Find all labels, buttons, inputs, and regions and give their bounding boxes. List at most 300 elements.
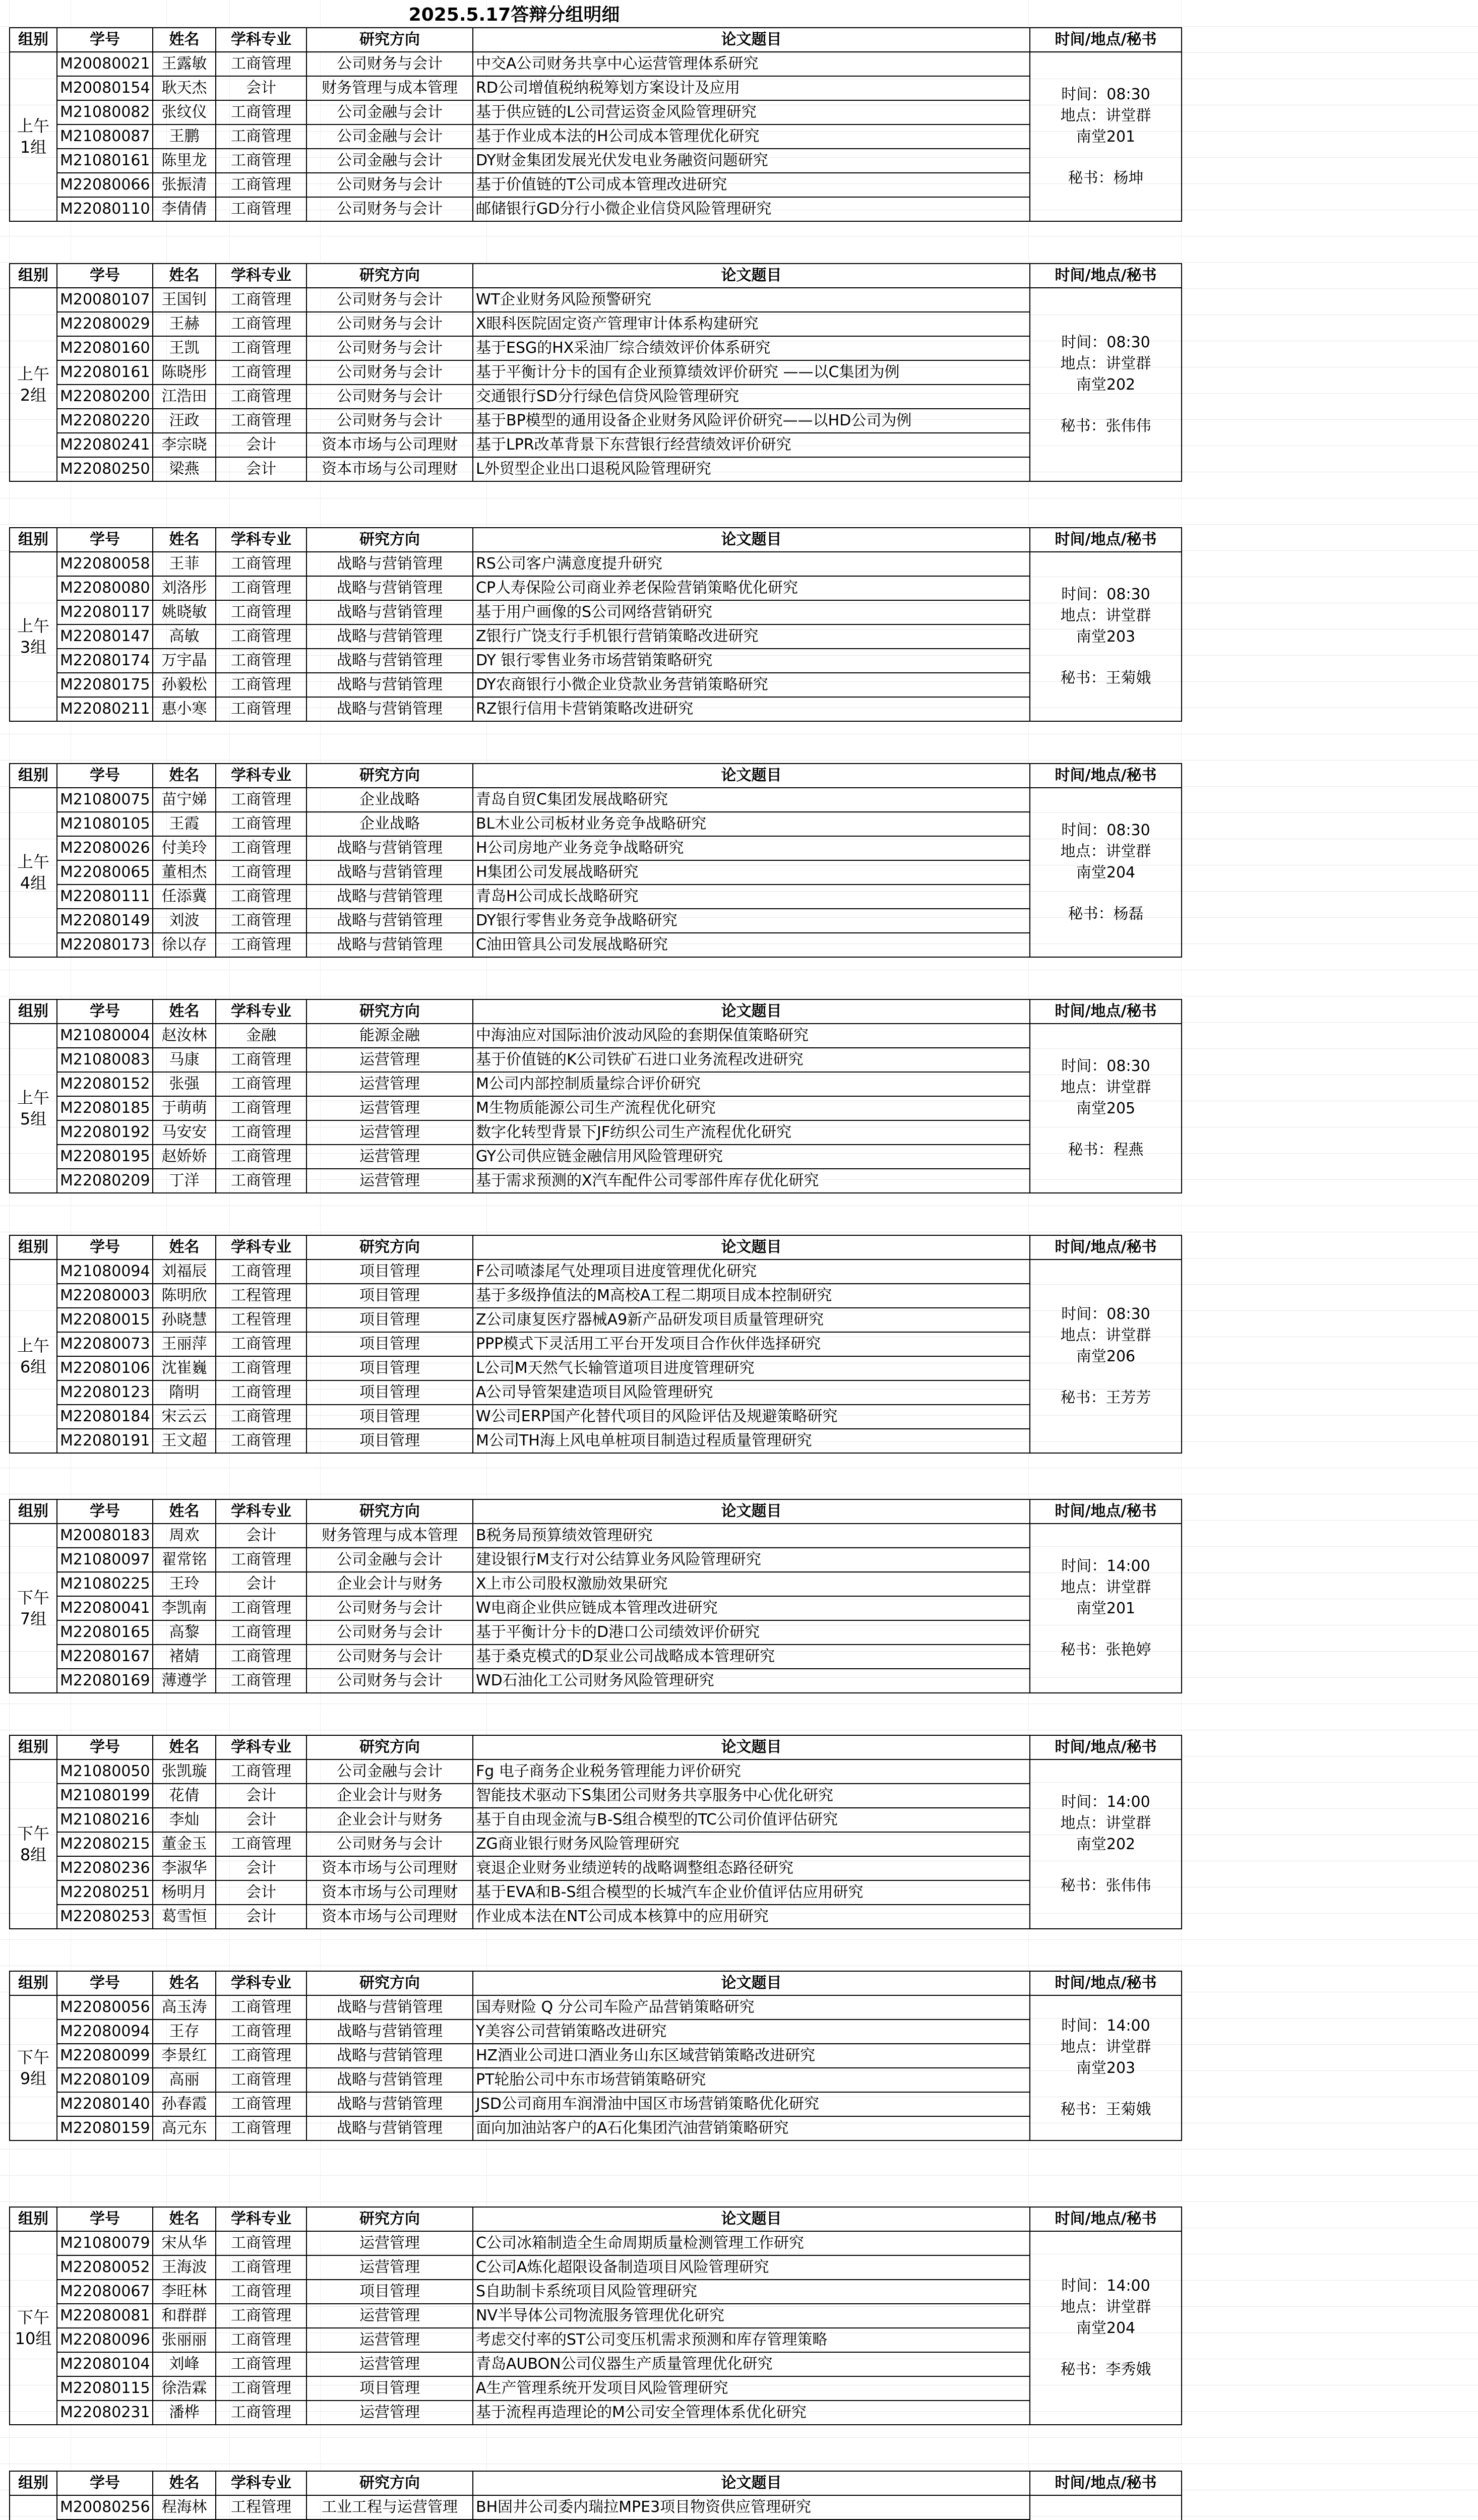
column-header: 姓名 xyxy=(153,28,216,52)
sheet-gridline xyxy=(0,760,1478,761)
schedule-info xyxy=(1030,2231,1182,2425)
time: 时间：08:30 xyxy=(1061,86,1150,103)
header-row xyxy=(10,2471,1182,2495)
sheet-gridline xyxy=(0,2437,1478,2438)
cell-student-id: M21080094 xyxy=(57,1259,153,1284)
table-row xyxy=(10,1880,1182,1905)
cell-name: 江浩田 xyxy=(153,385,216,409)
cell-major: 工商管理 xyxy=(216,1120,306,1145)
cell-thesis: 基于价值链的T公司成本管理改进研究 xyxy=(473,173,1030,197)
cell-major: 工商管理 xyxy=(216,2068,306,2092)
cell-major: 工程管理 xyxy=(216,2495,306,2519)
cell-major: 工商管理 xyxy=(216,788,306,812)
cell-name: 王存 xyxy=(153,2020,216,2044)
column-header: 时间/地点/秘书 xyxy=(1030,28,1182,52)
cell-direction: 项目管理 xyxy=(306,1405,473,1429)
cell-direction: 项目管理 xyxy=(306,1356,473,1380)
cell-direction: 战略与营销管理 xyxy=(306,673,473,697)
column-header: 时间/地点/秘书 xyxy=(1030,1235,1182,1259)
cell-direction: 战略与营销管理 xyxy=(306,933,473,957)
column-header: 组别 xyxy=(10,1971,57,1995)
table-row xyxy=(10,52,1182,76)
cell-thesis: 基于BP模型的通用设备企业财务风险评价研究——以HD公司为例 xyxy=(473,409,1030,433)
cell-student-id: M22080056 xyxy=(57,1995,153,2020)
column-header: 研究方向 xyxy=(306,764,473,788)
schedule-info xyxy=(1030,788,1182,957)
cell-name: 沈崔巍 xyxy=(153,1356,216,1380)
cell-thesis: 青岛H公司成长战略研究 xyxy=(473,885,1030,909)
place-1: 地点：讲堂群 xyxy=(1060,1079,1151,1096)
cell-name: 马康 xyxy=(153,1048,216,1072)
cell-student-id: M21080216 xyxy=(57,1808,153,1832)
cell-student-id: M22080104 xyxy=(57,2352,153,2376)
group-name: 上午 6组 xyxy=(10,1259,57,1453)
place-2: 南堂202 xyxy=(1076,1836,1136,1853)
cell-name: 王文超 xyxy=(153,1429,216,1453)
cell-thesis: DY 银行零售业务市场营销策略研究 xyxy=(473,649,1030,673)
table-row xyxy=(10,2328,1182,2352)
group-table xyxy=(9,527,1182,722)
cell-direction: 战略与营销管理 xyxy=(306,2020,473,2044)
cell-major: 工商管理 xyxy=(216,2116,306,2140)
cell-direction: 运营管理 xyxy=(306,2352,473,2376)
cell-thesis: H集团公司发展战略研究 xyxy=(473,860,1030,885)
time: 时间：08:30 xyxy=(1061,334,1150,351)
spacer xyxy=(1033,648,1179,668)
sheet-gridline xyxy=(0,26,1478,27)
column-header: 论文题目 xyxy=(473,28,1030,52)
cell-student-id: M22080041 xyxy=(57,1596,153,1620)
column-header: 研究方向 xyxy=(306,1235,473,1259)
table-row xyxy=(10,1645,1182,1669)
secretary: 秘书：王菊娥 xyxy=(1060,669,1151,687)
cell-name: 程海林 xyxy=(153,2495,216,2519)
column-header: 研究方向 xyxy=(306,28,473,52)
cell-student-id: M20080183 xyxy=(57,1524,153,1548)
column-header: 学号 xyxy=(57,2207,153,2231)
cell-name: 褚婧 xyxy=(153,1645,216,1669)
group-name: 上午 2组 xyxy=(10,288,57,481)
cell-thesis: C油田管具公司发展战略研究 xyxy=(473,933,1030,957)
cell-major: 会计 xyxy=(216,1784,306,1808)
group-name: 下午 10组 xyxy=(10,2231,57,2425)
group-name xyxy=(10,2495,57,2520)
cell-thesis: 青岛自贸C集团发展战略研究 xyxy=(473,788,1030,812)
group-table xyxy=(9,1735,1182,1929)
cell-direction: 战略与营销管理 xyxy=(306,600,473,624)
group-table xyxy=(9,1971,1182,2141)
cell-thesis: B税务局预算绩效管理研究 xyxy=(473,1524,1030,1548)
table-row xyxy=(10,697,1182,721)
cell-name: 李凯南 xyxy=(153,1596,216,1620)
header-row xyxy=(10,528,1182,552)
cell-major: 工商管理 xyxy=(216,385,306,409)
cell-direction: 战略与营销管理 xyxy=(306,697,473,721)
cell-major: 会计 xyxy=(216,433,306,457)
cell-name: 惠小寒 xyxy=(153,697,216,721)
cell-student-id: M22080161 xyxy=(57,360,153,385)
table-row xyxy=(10,1259,1182,1284)
cell-student-id: M21080087 xyxy=(57,124,153,149)
column-header: 学科专业 xyxy=(216,764,306,788)
table-row xyxy=(10,1832,1182,1856)
cell-name: 张强 xyxy=(153,1072,216,1096)
cell-name: 葛雪恒 xyxy=(153,1905,216,1929)
cell-direction: 工业工程与运营管理 xyxy=(306,2495,473,2519)
cell-major: 工商管理 xyxy=(216,885,306,909)
cell-student-id: M22080117 xyxy=(57,600,153,624)
cell-major: 工商管理 xyxy=(216,1669,306,1693)
cell-student-id: M22080185 xyxy=(57,1096,153,1120)
table-row xyxy=(10,2116,1182,2140)
cell-name: 孙毅松 xyxy=(153,673,216,697)
group-table xyxy=(9,999,1182,1193)
cell-major: 工商管理 xyxy=(216,649,306,673)
cell-name: 陈明欣 xyxy=(153,1284,216,1308)
table-row xyxy=(10,1808,1182,1832)
cell-thesis: H公司房地产业务竞争战略研究 xyxy=(473,836,1030,860)
table-row xyxy=(10,1356,1182,1380)
column-header: 时间/地点/秘书 xyxy=(1030,528,1182,552)
cell-thesis: X眼科医院固定资产管理审计体系构建研究 xyxy=(473,312,1030,336)
group-table xyxy=(9,1235,1182,1454)
cell-name: 任添冀 xyxy=(153,885,216,909)
column-header: 姓名 xyxy=(153,1235,216,1259)
cell-direction: 战略与营销管理 xyxy=(306,909,473,933)
cell-direction: 战略与营销管理 xyxy=(306,552,473,576)
header-row xyxy=(10,764,1182,788)
secretary: 秘书：李秀娥 xyxy=(1060,2361,1151,2378)
cell-direction: 战略与营销管理 xyxy=(306,649,473,673)
place-1: 地点：讲堂群 xyxy=(1060,355,1151,372)
place-2: 南堂204 xyxy=(1076,2319,1136,2337)
secretary: 秘书：张艳婷 xyxy=(1060,1641,1151,1659)
cell-student-id: M22080115 xyxy=(57,2376,153,2401)
cell-thesis: Fg 电子商务企业税务管理能力评价研究 xyxy=(473,1759,1030,1784)
cell-direction: 资本市场与公司理财 xyxy=(306,457,473,481)
cell-student-id: M21080097 xyxy=(57,1548,153,1572)
cell-name: 张丽丽 xyxy=(153,2328,216,2352)
cell-direction: 项目管理 xyxy=(306,1429,473,1453)
cell-major: 工商管理 xyxy=(216,576,306,600)
cell-major: 工商管理 xyxy=(216,2352,306,2376)
column-header: 学科专业 xyxy=(216,528,306,552)
cell-student-id: M22080209 xyxy=(57,1169,153,1193)
cell-major: 工商管理 xyxy=(216,1995,306,2020)
cell-major: 工商管理 xyxy=(216,1096,306,1120)
cell-major: 会计 xyxy=(216,1572,306,1596)
cell-direction: 项目管理 xyxy=(306,1332,473,1356)
cell-student-id: M22080160 xyxy=(57,336,153,360)
group-name: 上午 1组 xyxy=(10,52,57,221)
cell-direction: 运营管理 xyxy=(306,1145,473,1169)
cell-thesis: DY银行零售业务竞争战略研究 xyxy=(473,909,1030,933)
column-header: 学科专业 xyxy=(216,1735,306,1759)
cell-direction: 运营管理 xyxy=(306,1169,473,1193)
column-header: 学科专业 xyxy=(216,2207,306,2231)
cell-student-id: M22080081 xyxy=(57,2304,153,2328)
table-row xyxy=(10,1284,1182,1308)
cell-name: 高黎 xyxy=(153,1620,216,1645)
cell-major: 工商管理 xyxy=(216,2255,306,2280)
cell-name: 李景红 xyxy=(153,2044,216,2068)
cell-major: 工商管理 xyxy=(216,2231,306,2255)
cell-major: 会计 xyxy=(216,1808,306,1832)
cell-major: 工商管理 xyxy=(216,673,306,697)
cell-direction: 企业会计与财务 xyxy=(306,1784,473,1808)
cell-name: 赵娇娇 xyxy=(153,1145,216,1169)
cell-thesis: RZ银行信用卡营销策略改进研究 xyxy=(473,697,1030,721)
cell-major: 工商管理 xyxy=(216,1356,306,1380)
cell-major: 工程管理 xyxy=(216,1308,306,1332)
cell-major: 工商管理 xyxy=(216,409,306,433)
cell-name: 孙春霞 xyxy=(153,2092,216,2116)
column-header: 论文题目 xyxy=(473,1971,1030,1995)
header-row xyxy=(10,28,1182,52)
secretary: 秘书：王菊娥 xyxy=(1060,2101,1151,2118)
cell-direction: 公司财务与会计 xyxy=(306,1669,473,1693)
header-row xyxy=(10,1235,1182,1259)
column-header: 论文题目 xyxy=(473,2471,1030,2495)
cell-student-id: M22080220 xyxy=(57,409,153,433)
time: 时间：14:00 xyxy=(1061,2277,1150,2295)
column-header: 学号 xyxy=(57,1971,153,1995)
table-row xyxy=(10,149,1182,173)
cell-student-id: M22080096 xyxy=(57,2328,153,2352)
cell-major: 工商管理 xyxy=(216,1405,306,1429)
cell-student-id: M21080082 xyxy=(57,100,153,124)
table-row xyxy=(10,1548,1182,1572)
cell-thesis: Y美容公司营销策略改进研究 xyxy=(473,2020,1030,2044)
column-header: 论文题目 xyxy=(473,764,1030,788)
cell-student-id: M21080199 xyxy=(57,1784,153,1808)
cell-name: 苗宁娣 xyxy=(153,788,216,812)
secretary: 秘书：杨磊 xyxy=(1068,905,1144,923)
cell-thesis: 考虑交付率的ST公司变压机需求预测和库存管理策略 xyxy=(473,2328,1030,2352)
cell-direction: 企业会计与财务 xyxy=(306,1808,473,1832)
cell-direction: 公司财务与会计 xyxy=(306,173,473,197)
cell-name: 隋明 xyxy=(153,1380,216,1405)
group-name: 上午 4组 xyxy=(10,788,57,957)
group-name: 下午 7组 xyxy=(10,1524,57,1693)
column-header: 研究方向 xyxy=(306,999,473,1024)
table-row xyxy=(10,1024,1182,1048)
cell-thesis: C公司A炼化超限设备制造项目风险管理研究 xyxy=(473,2255,1030,2280)
table-row xyxy=(10,336,1182,360)
cell-major: 工商管理 xyxy=(216,1832,306,1856)
table-row xyxy=(10,1759,1182,1784)
cell-thesis: 中海油应对国际油价波动风险的套期保值策略研究 xyxy=(473,1024,1030,1048)
cell-name: 王霞 xyxy=(153,812,216,836)
cell-name: 刘峰 xyxy=(153,2352,216,2376)
column-header: 时间/地点/秘书 xyxy=(1030,1499,1182,1524)
column-header: 论文题目 xyxy=(473,1235,1030,1259)
table-row xyxy=(10,673,1182,697)
cell-student-id: M22080080 xyxy=(57,576,153,600)
cell-student-id: M22080241 xyxy=(57,433,153,457)
cell-direction: 运营管理 xyxy=(306,2255,473,2280)
cell-name: 王丽萍 xyxy=(153,1332,216,1356)
cell-name: 陈里龙 xyxy=(153,149,216,173)
cell-direction: 资本市场与公司理财 xyxy=(306,1880,473,1905)
cell-direction: 公司财务与会计 xyxy=(306,1832,473,1856)
cell-major: 工商管理 xyxy=(216,2328,306,2352)
table-row xyxy=(10,576,1182,600)
cell-name: 王海波 xyxy=(153,2255,216,2280)
cell-name: 王凯 xyxy=(153,336,216,360)
cell-direction: 项目管理 xyxy=(306,1380,473,1405)
column-header: 姓名 xyxy=(153,264,216,288)
table-row xyxy=(10,312,1182,336)
cell-thesis: 国寿财险 Q 分公司车险产品营销策略研究 xyxy=(473,1995,1030,2020)
table-row xyxy=(10,2401,1182,2425)
cell-name: 马安安 xyxy=(153,1120,216,1145)
table-row xyxy=(10,1048,1182,1072)
cell-direction: 公司财务与会计 xyxy=(306,360,473,385)
table-row xyxy=(10,2495,1182,2519)
cell-direction: 公司金融与会计 xyxy=(306,1548,473,1572)
cell-name: 张振清 xyxy=(153,173,216,197)
sheet-gridline xyxy=(0,1939,1478,1940)
cell-direction: 运营管理 xyxy=(306,1096,473,1120)
cell-name: 李倩倩 xyxy=(153,197,216,221)
cell-major: 工商管理 xyxy=(216,149,306,173)
cell-thesis: 基于桑克模式的D泵业公司战略成本管理研究 xyxy=(473,1645,1030,1669)
cell-thesis: 基于价值链的K公司铁矿石进口业务流程改进研究 xyxy=(473,1048,1030,1072)
group-name: 下午 8组 xyxy=(10,1759,57,1929)
group-table xyxy=(9,2471,1182,2520)
cell-direction: 战略与营销管理 xyxy=(306,885,473,909)
cell-major: 会计 xyxy=(216,1880,306,1905)
cell-name: 李淑华 xyxy=(153,1856,216,1880)
table-row xyxy=(10,1784,1182,1808)
column-header: 研究方向 xyxy=(306,1735,473,1759)
cell-major: 工商管理 xyxy=(216,360,306,385)
cell-name: 高丽 xyxy=(153,2068,216,2092)
cell-name: 陈晓彤 xyxy=(153,360,216,385)
cell-major: 工商管理 xyxy=(216,2304,306,2328)
cell-name: 王鹏 xyxy=(153,124,216,149)
cell-thesis: 基于流程再造理论的M公司安全管理体系优化研究 xyxy=(473,2401,1030,2425)
cell-name: 高玉涛 xyxy=(153,1995,216,2020)
cell-thesis: 青岛AUBON公司仪器生产质量管理优化研究 xyxy=(473,2352,1030,2376)
cell-thesis: 基于供应链的L公司营运资金风险管理研究 xyxy=(473,100,1030,124)
cell-name: 薄遵学 xyxy=(153,1669,216,1693)
cell-student-id: M22080065 xyxy=(57,860,153,885)
cell-direction: 项目管理 xyxy=(306,1259,473,1284)
cell-student-id: M22080159 xyxy=(57,2116,153,2140)
column-header: 时间/地点/秘书 xyxy=(1030,264,1182,288)
cell-name: 李灿 xyxy=(153,1808,216,1832)
cell-thesis: X上市公司股权激励效果研究 xyxy=(473,1572,1030,1596)
column-header: 学号 xyxy=(57,2471,153,2495)
cell-thesis: M公司TH海上风电单桩项目制造过程质量管理研究 xyxy=(473,1429,1030,1453)
group-name: 下午 9组 xyxy=(10,1995,57,2140)
cell-student-id: M21080050 xyxy=(57,1759,153,1784)
column-header: 组别 xyxy=(10,28,57,52)
spacer xyxy=(1033,2339,1179,2359)
table-row xyxy=(10,2092,1182,2116)
schedule-info xyxy=(1030,1759,1182,1929)
cell-major: 工商管理 xyxy=(216,1072,306,1096)
sheet-gridline xyxy=(0,2201,1478,2202)
cell-student-id: M22080231 xyxy=(57,2401,153,2425)
cell-name: 付美玲 xyxy=(153,836,216,860)
cell-major: 工商管理 xyxy=(216,2044,306,2068)
cell-direction: 公司财务与会计 xyxy=(306,1645,473,1669)
group-table xyxy=(9,2207,1182,2425)
table-row xyxy=(10,1096,1182,1120)
cell-major: 工商管理 xyxy=(216,197,306,221)
column-header: 学科专业 xyxy=(216,264,306,288)
cell-name: 花倩 xyxy=(153,1784,216,1808)
cell-student-id: M20080154 xyxy=(57,76,153,100)
column-header: 论文题目 xyxy=(473,2207,1030,2231)
cell-direction: 战略与营销管理 xyxy=(306,836,473,860)
cell-student-id: M22080236 xyxy=(57,1856,153,1880)
cell-thesis: S自助制卡系统项目风险管理研究 xyxy=(473,2280,1030,2304)
cell-student-id: M22080149 xyxy=(57,909,153,933)
group-table xyxy=(9,263,1182,482)
cell-name: 王玲 xyxy=(153,1572,216,1596)
cell-name: 王赫 xyxy=(153,312,216,336)
column-header: 组别 xyxy=(10,1235,57,1259)
column-header: 学号 xyxy=(57,1235,153,1259)
cell-major: 工商管理 xyxy=(216,933,306,957)
column-header: 学号 xyxy=(57,264,153,288)
column-header: 姓名 xyxy=(153,2471,216,2495)
cell-student-id: M21080161 xyxy=(57,149,153,173)
cell-name: 王菲 xyxy=(153,552,216,576)
column-header: 学科专业 xyxy=(216,1235,306,1259)
column-header: 研究方向 xyxy=(306,264,473,288)
spacer xyxy=(1033,396,1179,416)
sheet-gridline xyxy=(0,2149,1478,2150)
cell-name: 杨明月 xyxy=(153,1880,216,1905)
cell-direction: 公司金融与会计 xyxy=(306,1759,473,1784)
column-header: 学号 xyxy=(57,1499,153,1524)
cell-major: 工商管理 xyxy=(216,1759,306,1784)
cell-thesis: W电商企业供应链成本管理改进研究 xyxy=(473,1596,1030,1620)
cell-direction: 财务管理与成本管理 xyxy=(306,76,473,100)
cell-direction: 资本市场与公司理财 xyxy=(306,1856,473,1880)
cell-student-id: M22080253 xyxy=(57,1905,153,1929)
column-header: 学科专业 xyxy=(216,999,306,1024)
cell-thesis: W公司ERP国产化替代项目的风险评估及规避策略研究 xyxy=(473,1405,1030,1429)
cell-student-id: M22080106 xyxy=(57,1356,153,1380)
spacer xyxy=(1033,2079,1179,2099)
group-table xyxy=(9,763,1182,958)
cell-major: 工商管理 xyxy=(216,336,306,360)
secretary: 秘书：张伟伟 xyxy=(1060,1877,1151,1895)
schedule-info xyxy=(1030,288,1182,481)
column-header: 组别 xyxy=(10,2207,57,2231)
cell-direction: 公司财务与会计 xyxy=(306,52,473,76)
place-2: 南堂203 xyxy=(1076,628,1136,646)
table-row xyxy=(10,1572,1182,1596)
table-row xyxy=(10,1332,1182,1356)
cell-student-id: M22080058 xyxy=(57,552,153,576)
column-header: 学科专业 xyxy=(216,28,306,52)
cell-name: 孙晓慧 xyxy=(153,1308,216,1332)
column-header: 论文题目 xyxy=(473,528,1030,552)
secretary: 秘书：张伟伟 xyxy=(1060,417,1151,435)
cell-major: 金融 xyxy=(216,1024,306,1048)
cell-name: 张纹仪 xyxy=(153,100,216,124)
cell-name: 宋云云 xyxy=(153,1405,216,1429)
column-header: 学号 xyxy=(57,528,153,552)
column-header: 时间/地点/秘书 xyxy=(1030,764,1182,788)
